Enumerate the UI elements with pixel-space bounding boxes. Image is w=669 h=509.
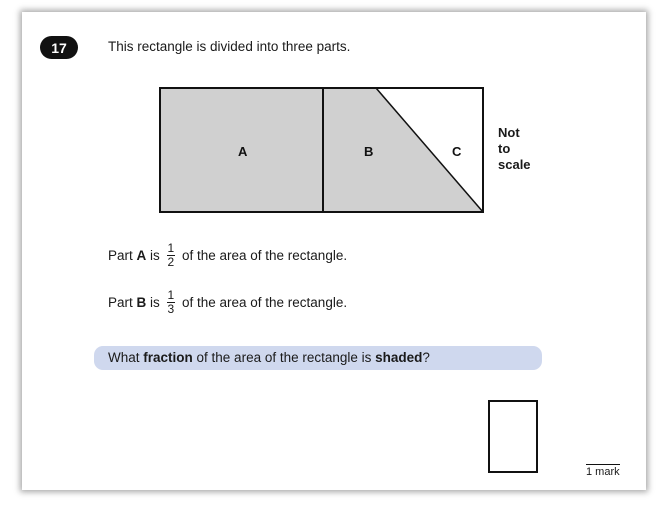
- scale-note-line-1: Not: [498, 125, 520, 140]
- prompt-middle: of the area of the rectangle is: [192, 350, 376, 365]
- question-prompt: [94, 346, 542, 370]
- prompt-before: What: [108, 350, 144, 365]
- label-c: C: [452, 144, 462, 159]
- part-a-is: is: [146, 248, 164, 263]
- marks-label: 1 mark: [586, 466, 620, 478]
- question-number-badge: 17: [40, 36, 78, 59]
- part-a-suffix: of the area of the rectangle.: [178, 248, 348, 263]
- scale-note-line-2: to: [498, 141, 511, 156]
- question-sheet: [22, 12, 646, 490]
- part-b-denominator: 3: [167, 302, 175, 316]
- part-a-numerator: 1: [167, 241, 175, 255]
- label-a: A: [238, 144, 248, 159]
- rectangle-diagram: [158, 86, 488, 216]
- label-b: B: [364, 144, 374, 159]
- not-to-scale-note: [498, 125, 531, 173]
- question-intro: This rectangle is divided into three parts.: [108, 39, 351, 54]
- part-b-prefix: Part: [108, 295, 137, 310]
- prompt-bold-shaded: shaded: [375, 350, 423, 365]
- scale-note-line-3: scale: [498, 157, 531, 172]
- part-a-fraction: [167, 242, 176, 269]
- part-b-is: is: [146, 295, 164, 310]
- prompt-bold-fraction: fraction: [143, 350, 193, 365]
- part-b-label: B: [136, 295, 147, 310]
- part-a-statement: [108, 242, 347, 269]
- part-b-suffix: of the area of the rectangle.: [178, 295, 348, 310]
- part-b-fraction: [167, 289, 176, 316]
- part-b-statement: [108, 289, 347, 316]
- answer-box[interactable]: [488, 400, 538, 473]
- part-b-numerator: 1: [167, 288, 175, 302]
- part-a-denominator: 2: [167, 255, 175, 269]
- part-a-prefix: Part: [108, 248, 137, 263]
- prompt-after: ?: [422, 350, 430, 365]
- part-a-label: A: [136, 248, 147, 263]
